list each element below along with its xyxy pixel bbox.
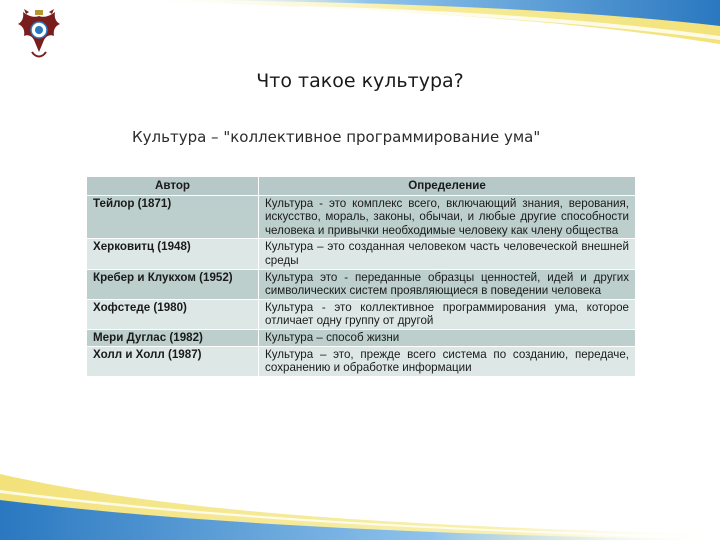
author-cell: Херковитц (1948)	[87, 239, 259, 269]
author-cell: Кребер и Клукхом (1952)	[87, 269, 259, 299]
double-headed-eagle-emblem-icon	[14, 8, 64, 60]
definition-cell: Культура - это комплекс всего, включающий знания, верования, искусство, мораль, законы, обычаи, и любые другие способности человека и привычки необходимые человеку как члену общества	[259, 195, 636, 239]
author-cell: Мери Дуглас (1982)	[87, 329, 259, 346]
author-cell: Тейлор (1871)	[87, 195, 259, 239]
definition-cell: Культура – способ жизни	[259, 329, 636, 346]
culture-definitions-table	[86, 176, 636, 377]
header-definition: Определение	[259, 177, 636, 196]
definition-cell: Культура – это созданная человеком часть человеческой внешней среды	[259, 239, 636, 269]
author-cell: Хофстеде (1980)	[87, 299, 259, 329]
definition-cell: Культура – это, прежде всего система по созданию, передаче, сохранению и обработке информации	[259, 346, 636, 376]
definition-cell: Культура - это коллективное программирования ума, которое отличает одну группу от другой	[259, 299, 636, 329]
table-row	[87, 269, 636, 299]
table-row	[87, 299, 636, 329]
table-header-row	[87, 177, 636, 196]
table-row	[87, 329, 636, 346]
table-row	[87, 346, 636, 376]
header-author: Автор	[87, 177, 259, 196]
slide-title: Что такое культура?	[256, 70, 464, 92]
table-row	[87, 195, 636, 239]
author-cell: Холл и Холл (1987)	[87, 346, 259, 376]
definition-cell: Культура это - переданные образцы ценностей, идей и других символических систем проявляющиеся в поведении человека	[259, 269, 636, 299]
table-row	[87, 239, 636, 269]
slide-subtitle: Культура – "коллективное программирование ума"	[132, 128, 541, 146]
